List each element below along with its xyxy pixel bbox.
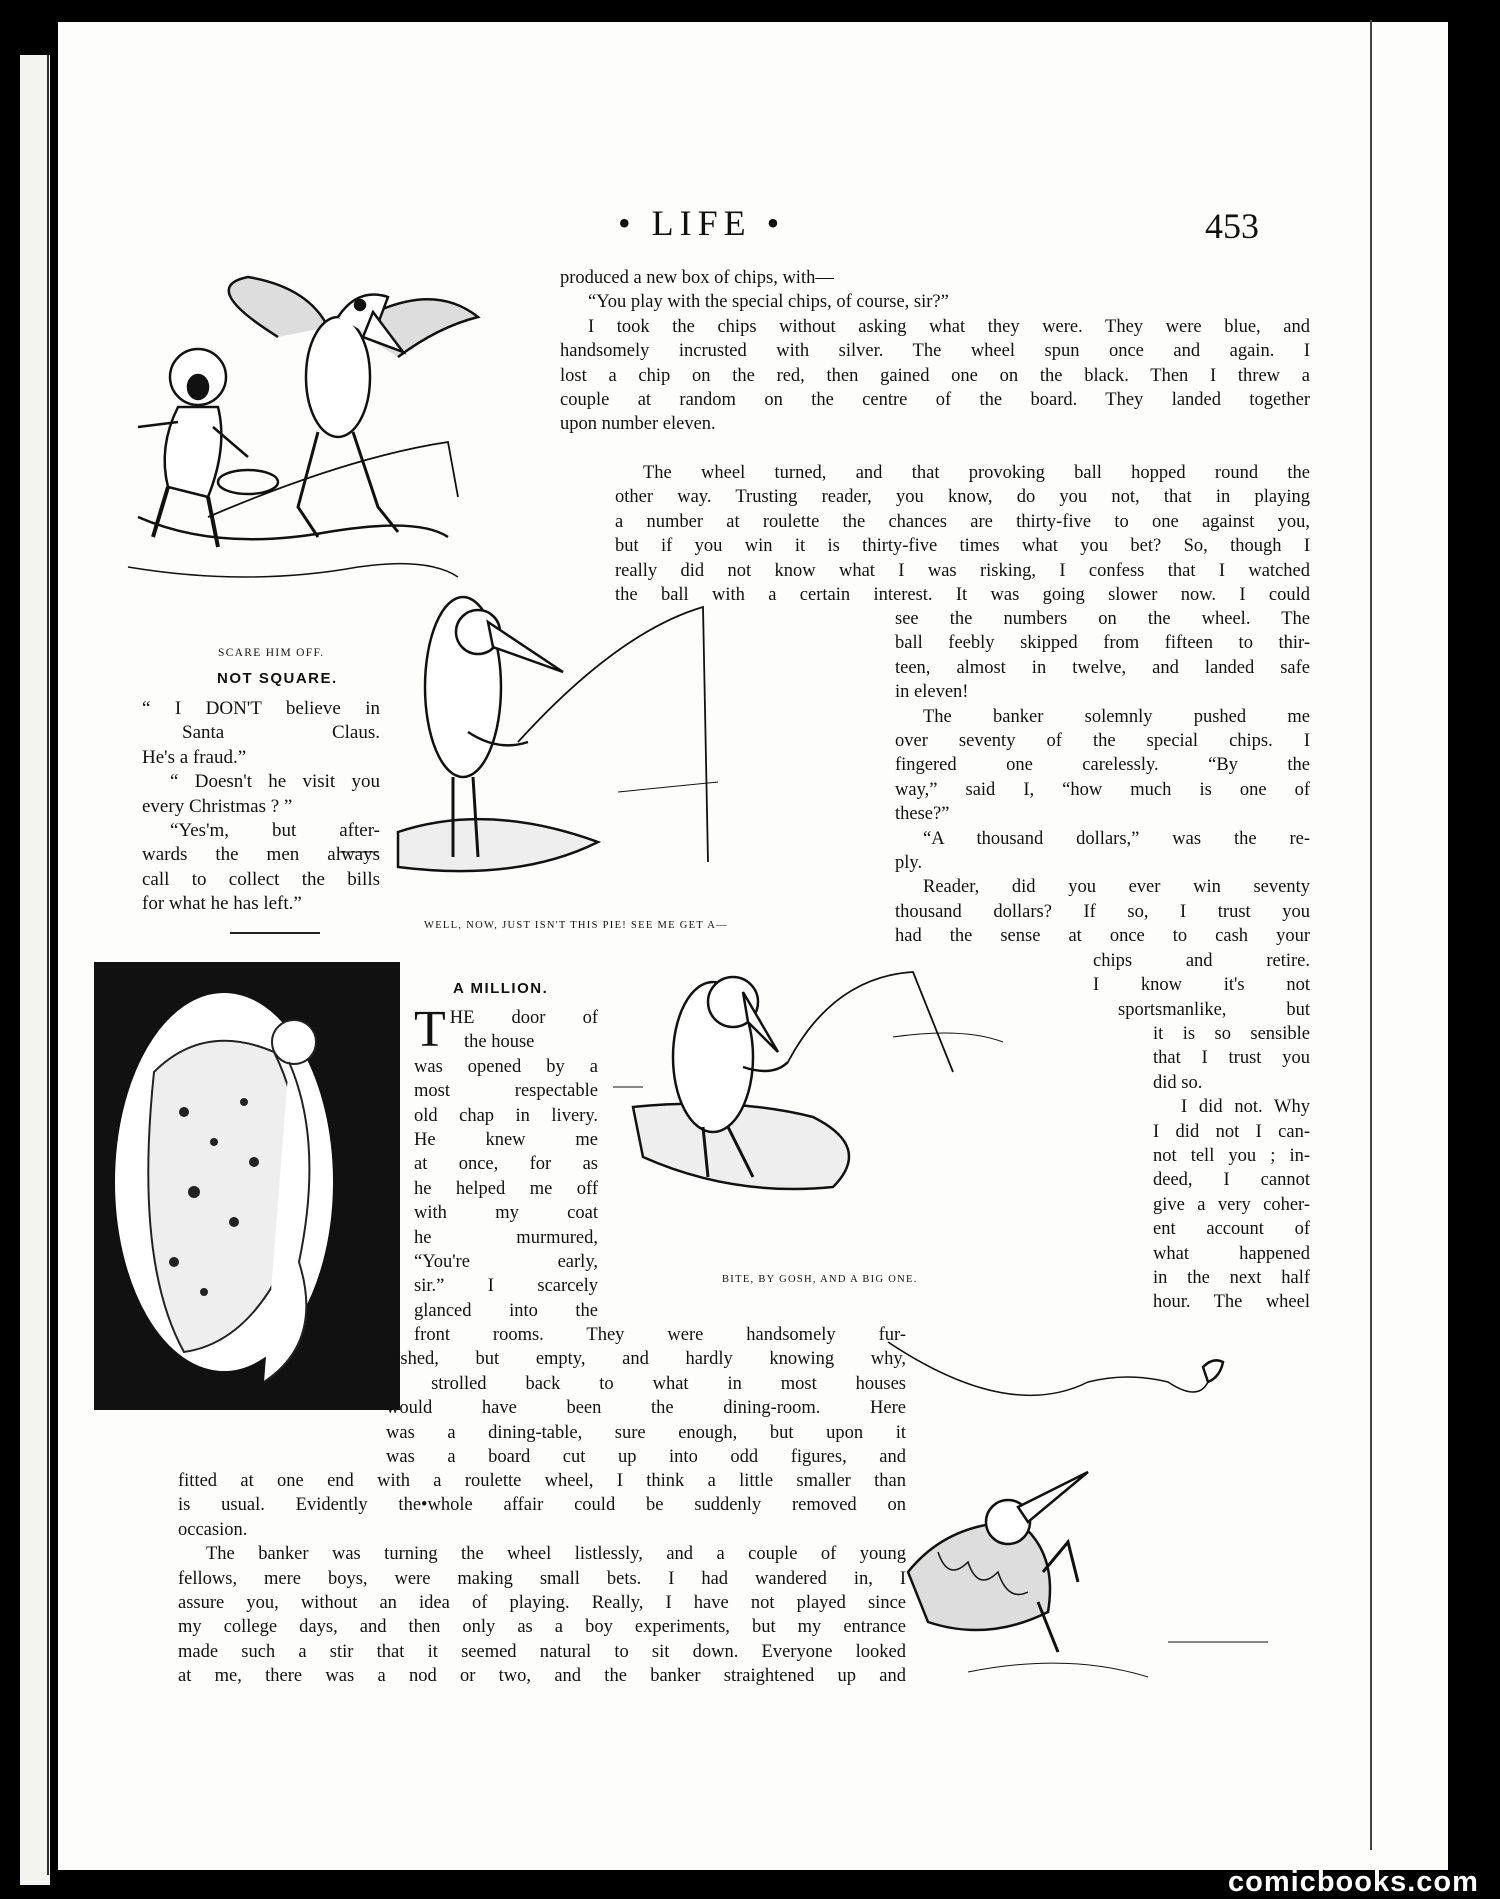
a-million-line: at once, for as xyxy=(414,1154,598,1175)
story-line: I did not. Why xyxy=(1181,1097,1310,1118)
a-million-line: was a board cut up into odd figures, and xyxy=(386,1447,906,1468)
story-line: ply. xyxy=(895,853,923,874)
a-million-line: was a dining-table, sure enough, but upon it xyxy=(386,1422,906,1443)
a-million-line: sir.” I scarcely xyxy=(414,1276,598,1297)
scare-him-off-illustration xyxy=(98,267,518,647)
story-line: give a very coher- xyxy=(1153,1194,1310,1215)
a-million-line: fellows, mere boys, were making small bets. I had wandered in, I xyxy=(178,1568,906,1589)
a-million-line: was opened by a xyxy=(414,1056,598,1077)
lady-panel-illustration xyxy=(94,962,400,1410)
a-million-line: fitted at one end with a roulette wheel, I think a little smaller than xyxy=(178,1471,906,1491)
a-million-line: assure you, without an idea of playing. Really, I have not played since xyxy=(178,1593,906,1614)
story-column-text xyxy=(895,607,1310,949)
story-line: the ball with a certain interest. It was going slower now. I could xyxy=(615,585,1310,606)
a-million-line: The banker was turning the wheel listlessly, and a couple of young xyxy=(206,1544,906,1565)
story-line: in eleven! xyxy=(895,682,969,703)
story-line: these?” xyxy=(895,804,950,825)
a-million-line: with my coat xyxy=(414,1203,598,1224)
a-million-line: at me, there was a nod or two, and the banker straightened up and xyxy=(178,1666,906,1687)
not-square-line: Santa Claus. xyxy=(182,722,380,744)
story-line: other way. Trusting reader, you know, do you not, that in playing xyxy=(615,487,1310,508)
story-line: thousand dollars? If so, I trust you xyxy=(895,901,1310,922)
stork-fall-illustration xyxy=(868,1322,1288,1702)
story-line: really did not know what I was risking, I confess that I watched xyxy=(615,560,1310,581)
story-line: “A thousand dollars,” was the re- xyxy=(923,828,1310,849)
a-million-line: He knew me xyxy=(414,1130,598,1151)
story-line: chips and retire. xyxy=(1093,951,1310,971)
previous-page-edge xyxy=(20,55,50,1885)
not-square-line: He's a fraud.” xyxy=(142,746,247,768)
not-square-line: wards the men always xyxy=(142,844,380,866)
story-line: way,” said I, “how much is one of xyxy=(895,779,1310,800)
a-million-line: is usual. Evidently the•whole affair could be suddenly removed on xyxy=(178,1495,906,1516)
a-million-line: front rooms. They were handsomely fur- xyxy=(414,1325,906,1345)
story-line: fingered one carelessly. “By the xyxy=(895,755,1310,776)
story-tail-text xyxy=(1153,1022,1310,1315)
bite-caption: BITE, BY GOSH, AND A BIG ONE. xyxy=(722,1274,918,1285)
well-now-caption: WELL, NOW, JUST ISN'T THIS PIE! SEE ME GET A— xyxy=(424,920,728,931)
bite-illustration xyxy=(613,947,1133,1277)
not-square-title: NOT SQUARE. xyxy=(217,670,338,687)
not-square-line: every Christmas ? ” xyxy=(142,795,293,817)
watermark: comicbooks.com xyxy=(1228,1866,1479,1898)
a-million-line: HE door of xyxy=(449,1008,598,1028)
drop-cap: T xyxy=(414,1001,446,1058)
a-million-line: I strolled back to what in most houses xyxy=(386,1373,906,1394)
scare-him-off-caption: SCARE HIM OFF. xyxy=(218,647,325,659)
story-line: ent account of xyxy=(1153,1219,1310,1240)
story-line: The banker solemnly pushed me xyxy=(923,706,1310,727)
story-line: I know it's not xyxy=(1093,975,1310,996)
page-number: 453 xyxy=(1205,206,1259,246)
story-line: a number at roulette the chances are thirty-five to one against you, xyxy=(615,511,1310,532)
not-square-line: “Yes'm, but after- xyxy=(170,820,380,842)
story-line: “You play with the special chips, of course, sir?” xyxy=(588,292,949,313)
story-line: couple at random on the centre of the board. They landed together xyxy=(560,390,1310,411)
story-line: lost a chip on the red, then gained one on the black. Then I threw a xyxy=(560,365,1310,386)
not-square-line: call to collect the bills xyxy=(142,868,380,890)
a-million-line: he helped me off xyxy=(414,1178,598,1199)
story-line: had the sense at once to cash your xyxy=(895,926,1310,947)
story-line: what happened xyxy=(1153,1243,1310,1264)
story-line: but if you win it is thirty-five times what you bet? So, though I xyxy=(615,536,1310,557)
story-line: hour. The wheel xyxy=(1153,1292,1310,1313)
story-line: produced a new box of chips, with— xyxy=(560,268,834,288)
a-million-line: old chap in livery. xyxy=(414,1105,598,1126)
story-line: Reader, did you ever win seventy xyxy=(923,877,1310,898)
story-line: upon number eleven. xyxy=(560,414,716,435)
a-million-line: would have been the dining-room. Here xyxy=(386,1398,906,1419)
a-million-line: “You're early, xyxy=(414,1252,598,1273)
story-middle-text xyxy=(615,461,1310,607)
a-million-wide-text xyxy=(386,1323,906,1469)
story-line: sportsmanlike, but xyxy=(1118,999,1310,1020)
stork-fishing-illustration xyxy=(338,592,718,932)
masthead: • LIFE • xyxy=(618,203,786,243)
gutter-line xyxy=(47,55,49,1875)
page-edge-line xyxy=(1370,20,1372,1850)
a-million-title: A MILLION. xyxy=(453,980,549,997)
story-line: it is so sensible xyxy=(1153,1024,1310,1044)
a-million-column xyxy=(414,1001,598,1323)
story-line: I took the chips without asking what they were. They were blue, and xyxy=(588,316,1310,337)
a-million-line: he murmured, xyxy=(414,1227,598,1248)
a-million-line: occasion. xyxy=(178,1519,248,1540)
not-square-line: “ Doesn't he visit you xyxy=(170,771,380,793)
story-line: in the next half xyxy=(1153,1268,1310,1289)
a-million-line: my college days, and then only as a boy experiments, but my entrance xyxy=(178,1617,906,1638)
story-line: The wheel turned, and that provoking ball hopped round the xyxy=(643,463,1310,483)
a-million-full-text xyxy=(178,1469,906,1689)
story-line: handsomely incrusted with silver. The wheel spun once and again. I xyxy=(560,341,1310,362)
magazine-page xyxy=(58,22,1448,1870)
a-million-line: nished, but empty, and hardly knowing why, xyxy=(386,1349,906,1370)
not-square-line: for what he has left.” xyxy=(142,893,302,915)
a-million-line: the house xyxy=(464,1032,535,1053)
a-million-line: most respectable xyxy=(414,1081,598,1102)
story-line: did so. xyxy=(1153,1072,1203,1093)
a-million-line: made such a stir that it seemed natural to sit down. Everyone looked xyxy=(178,1641,906,1662)
a-million-line: glanced into the xyxy=(414,1300,598,1321)
section-rule xyxy=(230,932,320,934)
story-line: see the numbers on the wheel. The xyxy=(895,609,1310,629)
story-line: teen, almost in twelve, and landed safe xyxy=(895,657,1310,678)
story-line: not tell you ; in- xyxy=(1153,1146,1310,1167)
story-top-text xyxy=(560,266,1310,437)
story-line: over seventy of the special chips. I xyxy=(895,731,1310,752)
story-line: ball feebly skipped from fifteen to thir- xyxy=(895,633,1310,654)
story-line: deed, I cannot xyxy=(1153,1170,1310,1191)
story-line: that I trust you xyxy=(1153,1048,1310,1069)
not-square-line: “ I DON'T believe in xyxy=(142,698,380,719)
story-line: I did not I can- xyxy=(1153,1121,1310,1142)
